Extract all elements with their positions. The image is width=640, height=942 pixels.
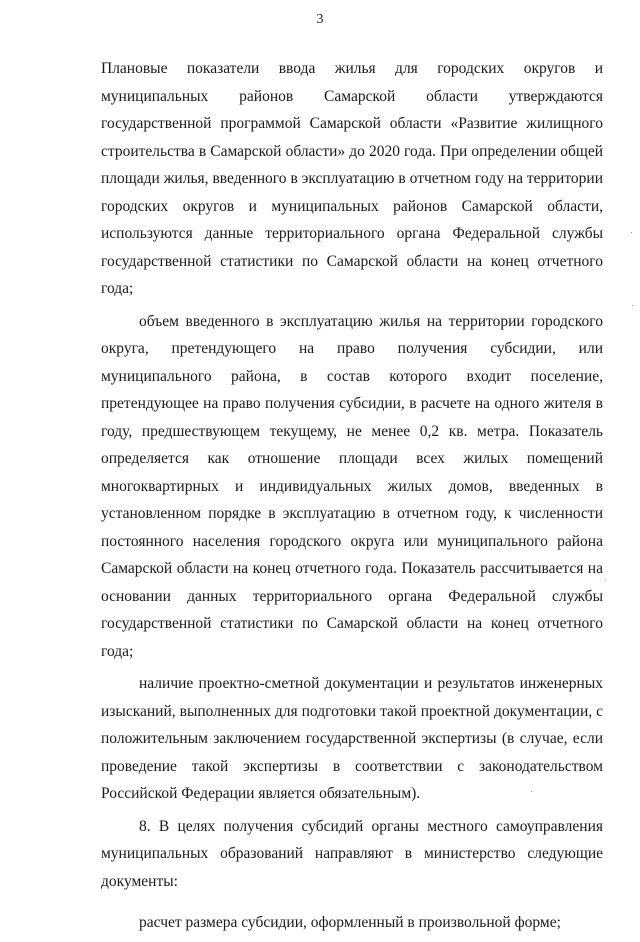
paragraph-subsidy-calculation: расчет размера субсидии, оформленный в произвольной форме; xyxy=(139,914,561,931)
scan-speck xyxy=(605,580,606,581)
page-number: 3 xyxy=(316,12,324,27)
document-body xyxy=(101,55,603,942)
paragraph-item-8: 8. В целях получения субсидий органы местного самоуправления муниципальных образований направляют в министерство следующие документы: xyxy=(101,817,603,890)
scan-speck xyxy=(531,791,532,792)
paragraph-housing-volume: объем введенного в эксплуатацию жилья на территории городского округа, претендующего на право получения субсидии, или муниципального района, в состав которого входит поселение, претендующее на право получения субсидии, в расчете на одного жителя в году, предшествующем текущему, не менее 0,2 кв. метра. Показатель определяется как отношение площади всех жилых помещений многоквартирных и индивидуальных жилых домов, введенных в установленном порядке в эксплуатацию в отчетном году, к численности постоянного населения городского округа или муниципального района Самарской области на конец отчетного года. Показатель рассчитывается на основании данных территориального органа Федеральной службы государственной статистики по Самарской области на конец отчетного года; xyxy=(101,312,603,660)
scan-speck xyxy=(632,305,633,306)
scan-speck xyxy=(631,232,632,233)
paragraph-housing-targets: Плановые показатели ввода жилья для городских округов и муниципальных районов Самарской области утверждаются государственной программой Самарской области «Развитие жилищного строительства в Самарской области» до 2020 года. При определении общей площади жилья, введенного в эксплуатацию в отчетном году на территории городских округов и муниципальных районов Самарской области, используются данные территориального органа Федеральной службы государственной статистики по Самарской области на конец отчетного года; xyxy=(101,60,603,297)
paragraph-design-documentation: наличие проектно-сметной документации и результатов инженерных изысканий, выполненных для подготовки такой проектной документации, с положительным заключением государственной экспертизы (в случае, если проведение такой экспертизы в соответствии с законодательством Российской Федерации является обязательным). xyxy=(101,675,603,802)
